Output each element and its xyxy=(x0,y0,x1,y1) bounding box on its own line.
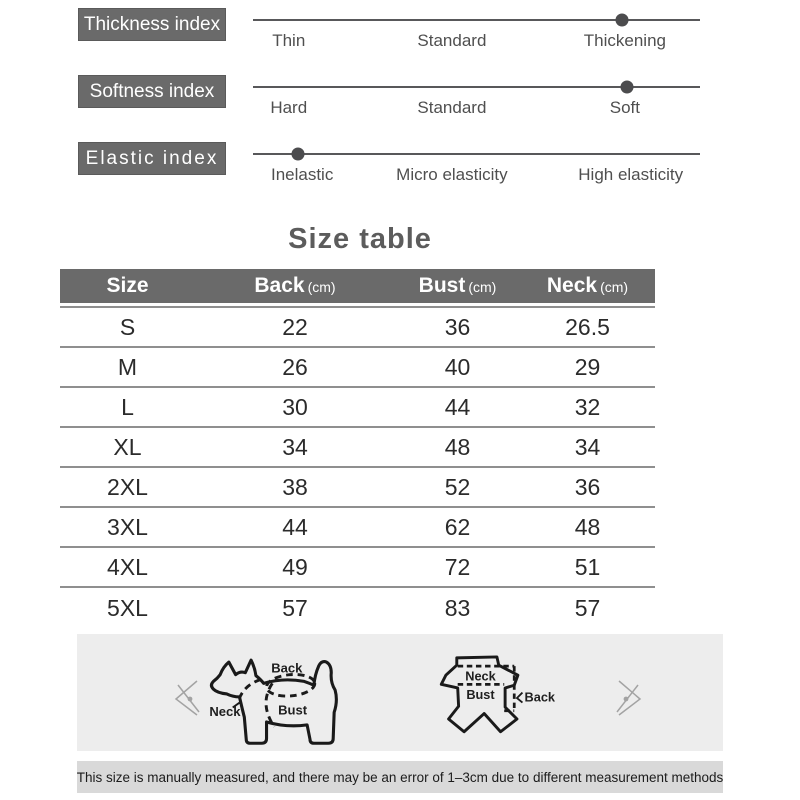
elastic-tick-micro: Micro elasticity xyxy=(396,165,508,184)
cell-bust: 52 xyxy=(444,473,471,500)
garment-bust-label: Bust xyxy=(466,686,495,702)
garment-back-label: Back xyxy=(524,689,556,705)
dog-back-label: Back xyxy=(271,660,303,676)
thickness-index-label: Thickness index xyxy=(78,8,226,41)
cell-back: 38 xyxy=(282,473,308,500)
elastic-slider-track xyxy=(253,153,700,155)
measurement-diagram-panel xyxy=(77,634,723,751)
thickness-tick-thin: Thin xyxy=(272,31,306,50)
cell-size: XL xyxy=(113,433,142,460)
thickness-slider-dot xyxy=(616,14,629,27)
cell-back: 34 xyxy=(282,433,308,460)
softness-tick-hard: Hard xyxy=(270,98,308,117)
cell-bust: 44 xyxy=(444,393,471,420)
garment-neck-label: Neck xyxy=(465,668,496,684)
cell-back: 44 xyxy=(282,513,308,540)
cell-back: 57 xyxy=(282,594,308,621)
cell-back: 49 xyxy=(282,553,308,580)
measurement-disclaimer-bar xyxy=(77,761,723,793)
softness-tick-standard: Standard xyxy=(417,98,487,117)
size-table-header xyxy=(60,269,655,303)
cell-bust: 72 xyxy=(444,553,471,580)
unit-label: (cm) xyxy=(307,279,336,295)
cell-size: 5XL xyxy=(107,594,148,621)
cell-neck: 26.5 xyxy=(565,313,610,340)
table-row-l xyxy=(60,388,655,428)
dog-back-measure-line xyxy=(266,673,316,698)
cell-bust: 36 xyxy=(444,313,471,340)
cell-neck: 36 xyxy=(574,473,601,500)
disclaimer-text: This size is manually measured, and there may be an error of 1–3cm due to different measurement methods xyxy=(76,769,724,785)
table-row-5xl xyxy=(60,588,655,628)
softness-slider xyxy=(253,75,700,137)
unit-label: (cm) xyxy=(468,279,497,295)
cell-neck: 29 xyxy=(574,353,601,380)
table-row-4xl xyxy=(60,548,655,588)
cell-back: 26 xyxy=(282,353,308,380)
thickness-slider-track xyxy=(253,19,700,21)
size-table xyxy=(60,269,655,628)
thickness-slider xyxy=(253,8,700,70)
thickness-index-row xyxy=(78,8,700,70)
column-header-back: Back (cm) xyxy=(254,274,336,297)
table-row-2xl xyxy=(60,468,655,508)
cell-neck: 32 xyxy=(574,393,601,420)
unit-label: (cm) xyxy=(600,279,629,295)
cell-size: 3XL xyxy=(107,513,148,540)
dog-bust-label: Bust xyxy=(278,702,308,718)
cell-size: L xyxy=(121,393,134,420)
softness-slider-dot xyxy=(621,81,634,94)
cell-neck: 51 xyxy=(574,553,601,580)
garment-measurement-diagram xyxy=(427,636,565,750)
column-header-size: Size xyxy=(106,274,149,297)
elastic-tick-high: High elasticity xyxy=(578,165,684,184)
dog-bust-measure-line xyxy=(266,683,274,726)
size-table-title: Size table xyxy=(288,223,432,255)
elastic-slider xyxy=(253,142,700,204)
thickness-tick-standard: Standard xyxy=(417,31,487,50)
dog-neck-label: Neck xyxy=(209,704,241,720)
cell-neck: 57 xyxy=(574,594,601,621)
cell-bust: 40 xyxy=(444,353,471,380)
column-header-neck: Neck (cm) xyxy=(546,274,629,297)
dog-measurement-diagram xyxy=(185,636,350,750)
elastic-tick-inelastic: Inelastic xyxy=(270,165,334,184)
size-table-body xyxy=(60,306,655,628)
cell-back: 30 xyxy=(282,393,308,420)
cell-back: 22 xyxy=(282,313,308,340)
dog-neck-measure-line xyxy=(239,679,261,700)
cell-size: M xyxy=(117,353,138,380)
cell-size: 2XL xyxy=(107,473,148,500)
cell-bust: 48 xyxy=(444,433,471,460)
cell-neck: 48 xyxy=(574,513,601,540)
cell-size: S xyxy=(119,313,136,340)
elastic-slider-dot xyxy=(291,148,304,161)
softness-index-label: Softness index xyxy=(78,75,226,108)
garment-back-pointer xyxy=(517,693,522,703)
cell-size: 4XL xyxy=(107,553,148,580)
elastic-index-row xyxy=(78,142,700,204)
softness-index-row xyxy=(78,75,700,137)
cell-bust: 62 xyxy=(444,513,471,540)
cell-bust: 83 xyxy=(444,594,471,621)
column-header-bust: Bust (cm) xyxy=(418,274,497,297)
softness-tick-soft: Soft xyxy=(609,98,641,117)
elastic-index-label: Elastic index xyxy=(78,142,226,175)
table-row-3xl xyxy=(60,508,655,548)
table-row-s xyxy=(60,308,655,348)
table-row-m xyxy=(60,348,655,388)
cell-neck: 34 xyxy=(574,433,601,460)
table-row-xl xyxy=(60,428,655,468)
thickness-tick-thickening: Thickening xyxy=(583,31,666,50)
next-arrow-icon xyxy=(606,675,650,719)
